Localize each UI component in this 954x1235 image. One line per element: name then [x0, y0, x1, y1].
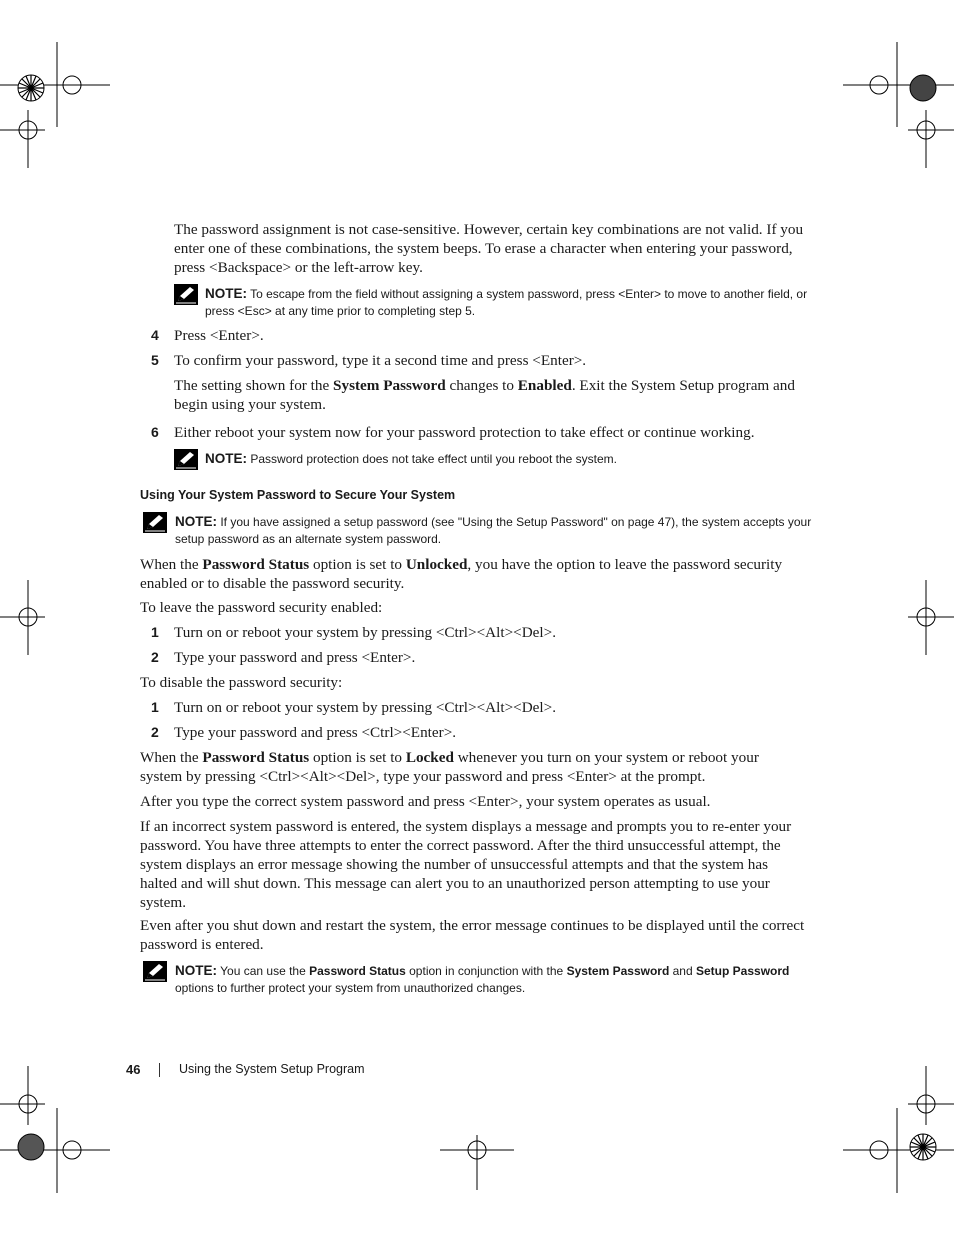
term-password-status: Password Status: [202, 556, 310, 573]
step-text: To confirm your password, type it a second time and press <Enter>.: [174, 352, 587, 369]
note-label: NOTE:: [205, 451, 247, 466]
paragraph-unlocked: [140, 555, 815, 593]
step-text: Type your password and press <Enter>.: [174, 649, 416, 666]
paragraph-disable: To disable the password security:: [140, 674, 343, 691]
paragraph-after: After you type the correct system password and press <Enter>, your system operates as usual.: [140, 793, 711, 810]
note-text: Password protection does not take effect until you reboot the system.: [250, 452, 617, 466]
term-unlocked: Unlocked: [405, 556, 468, 573]
term-enabled: Enabled: [517, 377, 572, 394]
step-text: Turn on or reboot your system by pressing <Ctrl><Alt><Del>.: [174, 624, 556, 641]
text-run: , you have the option to leave the password security enabled or to disable the password security.: [140, 556, 783, 592]
term-password-status: Password Status: [309, 964, 406, 978]
text-run: option is set to: [309, 749, 406, 766]
step-number: 5: [151, 352, 159, 368]
intro-paragraph: The password assignment is not case-sensitive. However, certain key combinations are not valid. If you enter one of these combinations, the system beeps. To erase a character when entering your password, press <Backspace> or the left-arrow key.: [174, 221, 804, 276]
step-number: 1: [151, 699, 159, 715]
text-run: You can use the: [220, 964, 310, 978]
term-locked: Locked: [405, 749, 454, 766]
step-number: 1: [151, 624, 159, 640]
step-text: Type your password and press <Ctrl><Enter>.: [174, 724, 457, 741]
text-run: changes to: [445, 377, 518, 394]
note-pencil-icon: [143, 512, 167, 533]
step-number: 4: [151, 327, 159, 343]
paragraph-even-after: Even after you shut down and restart the system, the error message continues to be displayed until the correct password is entered.: [140, 917, 805, 953]
note-4: [175, 962, 815, 997]
step5-followup: [174, 376, 814, 414]
step-text: Press <Enter>.: [174, 327, 264, 344]
text-run: option in conjunction with the: [405, 964, 567, 978]
section-heading: Using Your System Password to Secure Your System: [140, 488, 456, 502]
note-3: [175, 513, 815, 548]
step-number: 2: [151, 649, 159, 665]
note-2: [205, 450, 817, 468]
note-text: To escape from the field without assigning a system password, press <Enter> to move to another field, or press <Esc> at any time prior to completing step 5.: [205, 287, 808, 318]
term-password-status: Password Status: [202, 749, 310, 766]
step-text: Turn on or reboot your system by pressing <Ctrl><Alt><Del>.: [174, 699, 556, 716]
note-label: NOTE:: [205, 286, 247, 301]
text-run: When the: [140, 749, 203, 766]
text-run: When the: [140, 556, 203, 573]
note-label: NOTE:: [175, 963, 217, 978]
footer-section-title: Using the System Setup Program: [179, 1062, 365, 1076]
footer-divider: [159, 1063, 160, 1077]
page-number: 46: [126, 1062, 141, 1077]
paragraph-leave-enabled: To leave the password security enabled:: [140, 599, 383, 616]
text-run: and: [669, 964, 696, 978]
paragraph-incorrect: If an incorrect system password is entered, the system displays a message and prompts you to re-enter your password. You have three attempts to enter the correct password. After the third unsuccessful attempt, the system displays an error message showing the number of unsuccessful attempts and that the system has halted and will shut down. This message can alert you to an unauthorized person attempting to use your system.: [140, 818, 792, 911]
text-run: option is set to: [309, 556, 406, 573]
text-run: The setting shown for the: [174, 377, 334, 394]
note-pencil-icon: [174, 284, 198, 305]
step-number: 2: [151, 724, 159, 740]
text-run: options to further protect your system from unauthorized changes.: [175, 981, 526, 995]
term-system-password: System Password: [566, 964, 670, 978]
note-pencil-icon: [174, 449, 198, 470]
text-run: . Exit the System Setup program and begin using your system.: [174, 377, 795, 413]
note-pencil-icon: [143, 961, 167, 982]
paragraph-locked: [140, 748, 800, 786]
note-1: [205, 285, 817, 320]
term-system-password: System Password: [333, 377, 446, 394]
note-text: If you have assigned a setup password (see "Using the Setup Password" on page 47), the system accepts your setup password as an alternate system password.: [175, 515, 812, 546]
term-setup-password: Setup Password: [696, 964, 790, 978]
note-label: NOTE:: [175, 514, 217, 529]
step-number: 6: [151, 424, 159, 440]
text-run: whenever you turn on your system or reboot your system by pressing <Ctrl><Alt><Del>, type your password and press <Enter> at the prompt.: [140, 749, 759, 785]
step-text: Either reboot your system now for your password protection to take effect or continue working.: [174, 424, 755, 441]
